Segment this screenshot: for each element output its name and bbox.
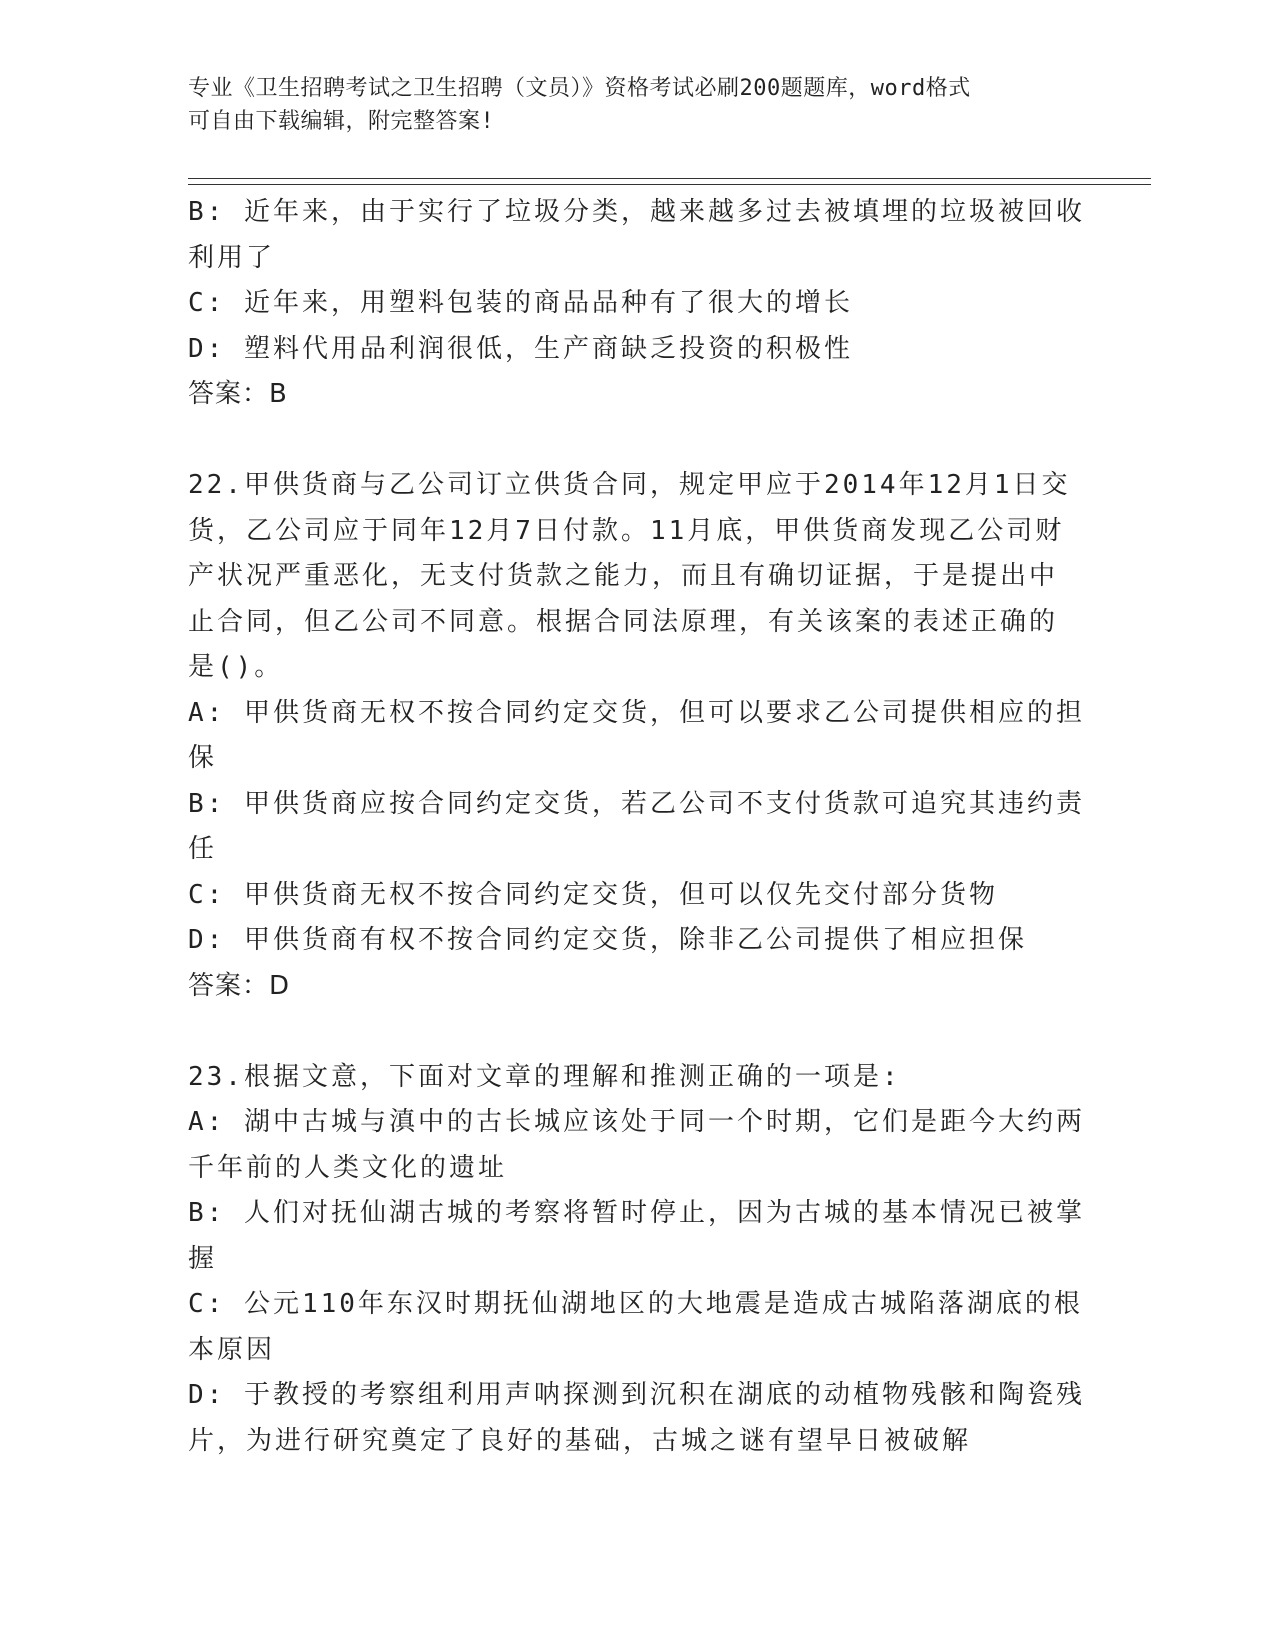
question-stem-line-5: 是()。 [188,652,284,682]
option-a-line-1: A: 甲供货商无权不按合同约定交货，但可以要求乙公司提供相应的担 [188,697,1085,728]
option-a-line-2: 千年前的人类文化的遗址 [188,1152,508,1183]
option-d-line-2: 片，为进行研究奠定了良好的基础，古城之谜有望早日被破解 [188,1425,972,1456]
question-spacer [188,418,1098,464]
answer-label: 答案：B [188,379,288,409]
document-header [188,72,1088,138]
answer-label: 答案：D [188,970,291,1001]
option-d-line-1: D: 于教授的考察组利用声呐探测到沉积在湖底的动植物残骸和陶瓷残 [188,1380,1085,1410]
question-stem-line-2: 货，乙公司应于同年12月7日付款。11月底，甲供货商发现乙公司财 [188,515,1065,546]
question-22 [188,463,1098,1009]
header-line-2: 可自由下载编辑，附完整答案! [188,109,495,134]
option-b-line-1: B: 甲供货商应按合同约定交货，若乙公司不支付货款可追究其违约责 [188,788,1085,819]
option-b-line-1: B: 近年来，由于实行了垃圾分类，越来越多过去被填埋的垃圾被回收 [188,197,1085,227]
question-stem-line-1: 22.甲供货商与乙公司订立供货合同，规定甲应于2014年12月1日交 [188,470,1071,500]
header-rule-top [188,178,1151,179]
option-d: D: 甲供货商有权不按合同约定交货，除非乙公司提供了相应担保 [188,925,1027,955]
option-c: C: 近年来，用塑料包装的商品品种有了很大的增长 [188,288,853,318]
option-c-line-2: 本原因 [188,1334,276,1365]
question-stem: 23.根据文意，下面对文章的理解和推测正确的一项是: [188,1061,901,1092]
option-b-line-2: 握 [188,1243,218,1274]
header-line-1: 专业《卫生招聘考试之卫生招聘（文员）》资格考试必刷200题题库，word格式 [188,76,971,101]
question-23 [188,1055,1098,1465]
option-c: C: 甲供货商无权不按合同约定交货，但可以仅先交付部分货物 [188,879,998,910]
question-21 [188,190,1098,418]
option-b-line-1: B: 人们对抚仙湖古城的考察将暂时停止，因为古城的基本情况已被掌 [188,1198,1085,1228]
option-b-line-2: 利用了 [188,242,276,273]
question-spacer [188,1009,1098,1055]
header-rule-bottom [188,184,1151,185]
option-b-line-2: 任 [188,834,218,864]
question-stem-line-4: 止合同，但乙公司不同意。根据合同法原理，有关该案的表述正确的 [188,606,1059,637]
option-c-line-1: C: 公元110年东汉时期抚仙湖地区的大地震是造成古城陷落湖底的根 [188,1289,1083,1319]
question-stem-line-3: 产状况严重恶化，无支付货款之能力，而且有确切证据，于是提出中 [188,561,1059,591]
option-a-line-2: 保 [188,743,218,773]
document-body [188,190,1098,1464]
option-a-line-1: A: 湖中古城与滇中的古长城应该处于同一个时期，它们是距今大约两 [188,1107,1085,1137]
option-d: D: 塑料代用品利润很低，生产商缺乏投资的积极性 [188,333,853,364]
